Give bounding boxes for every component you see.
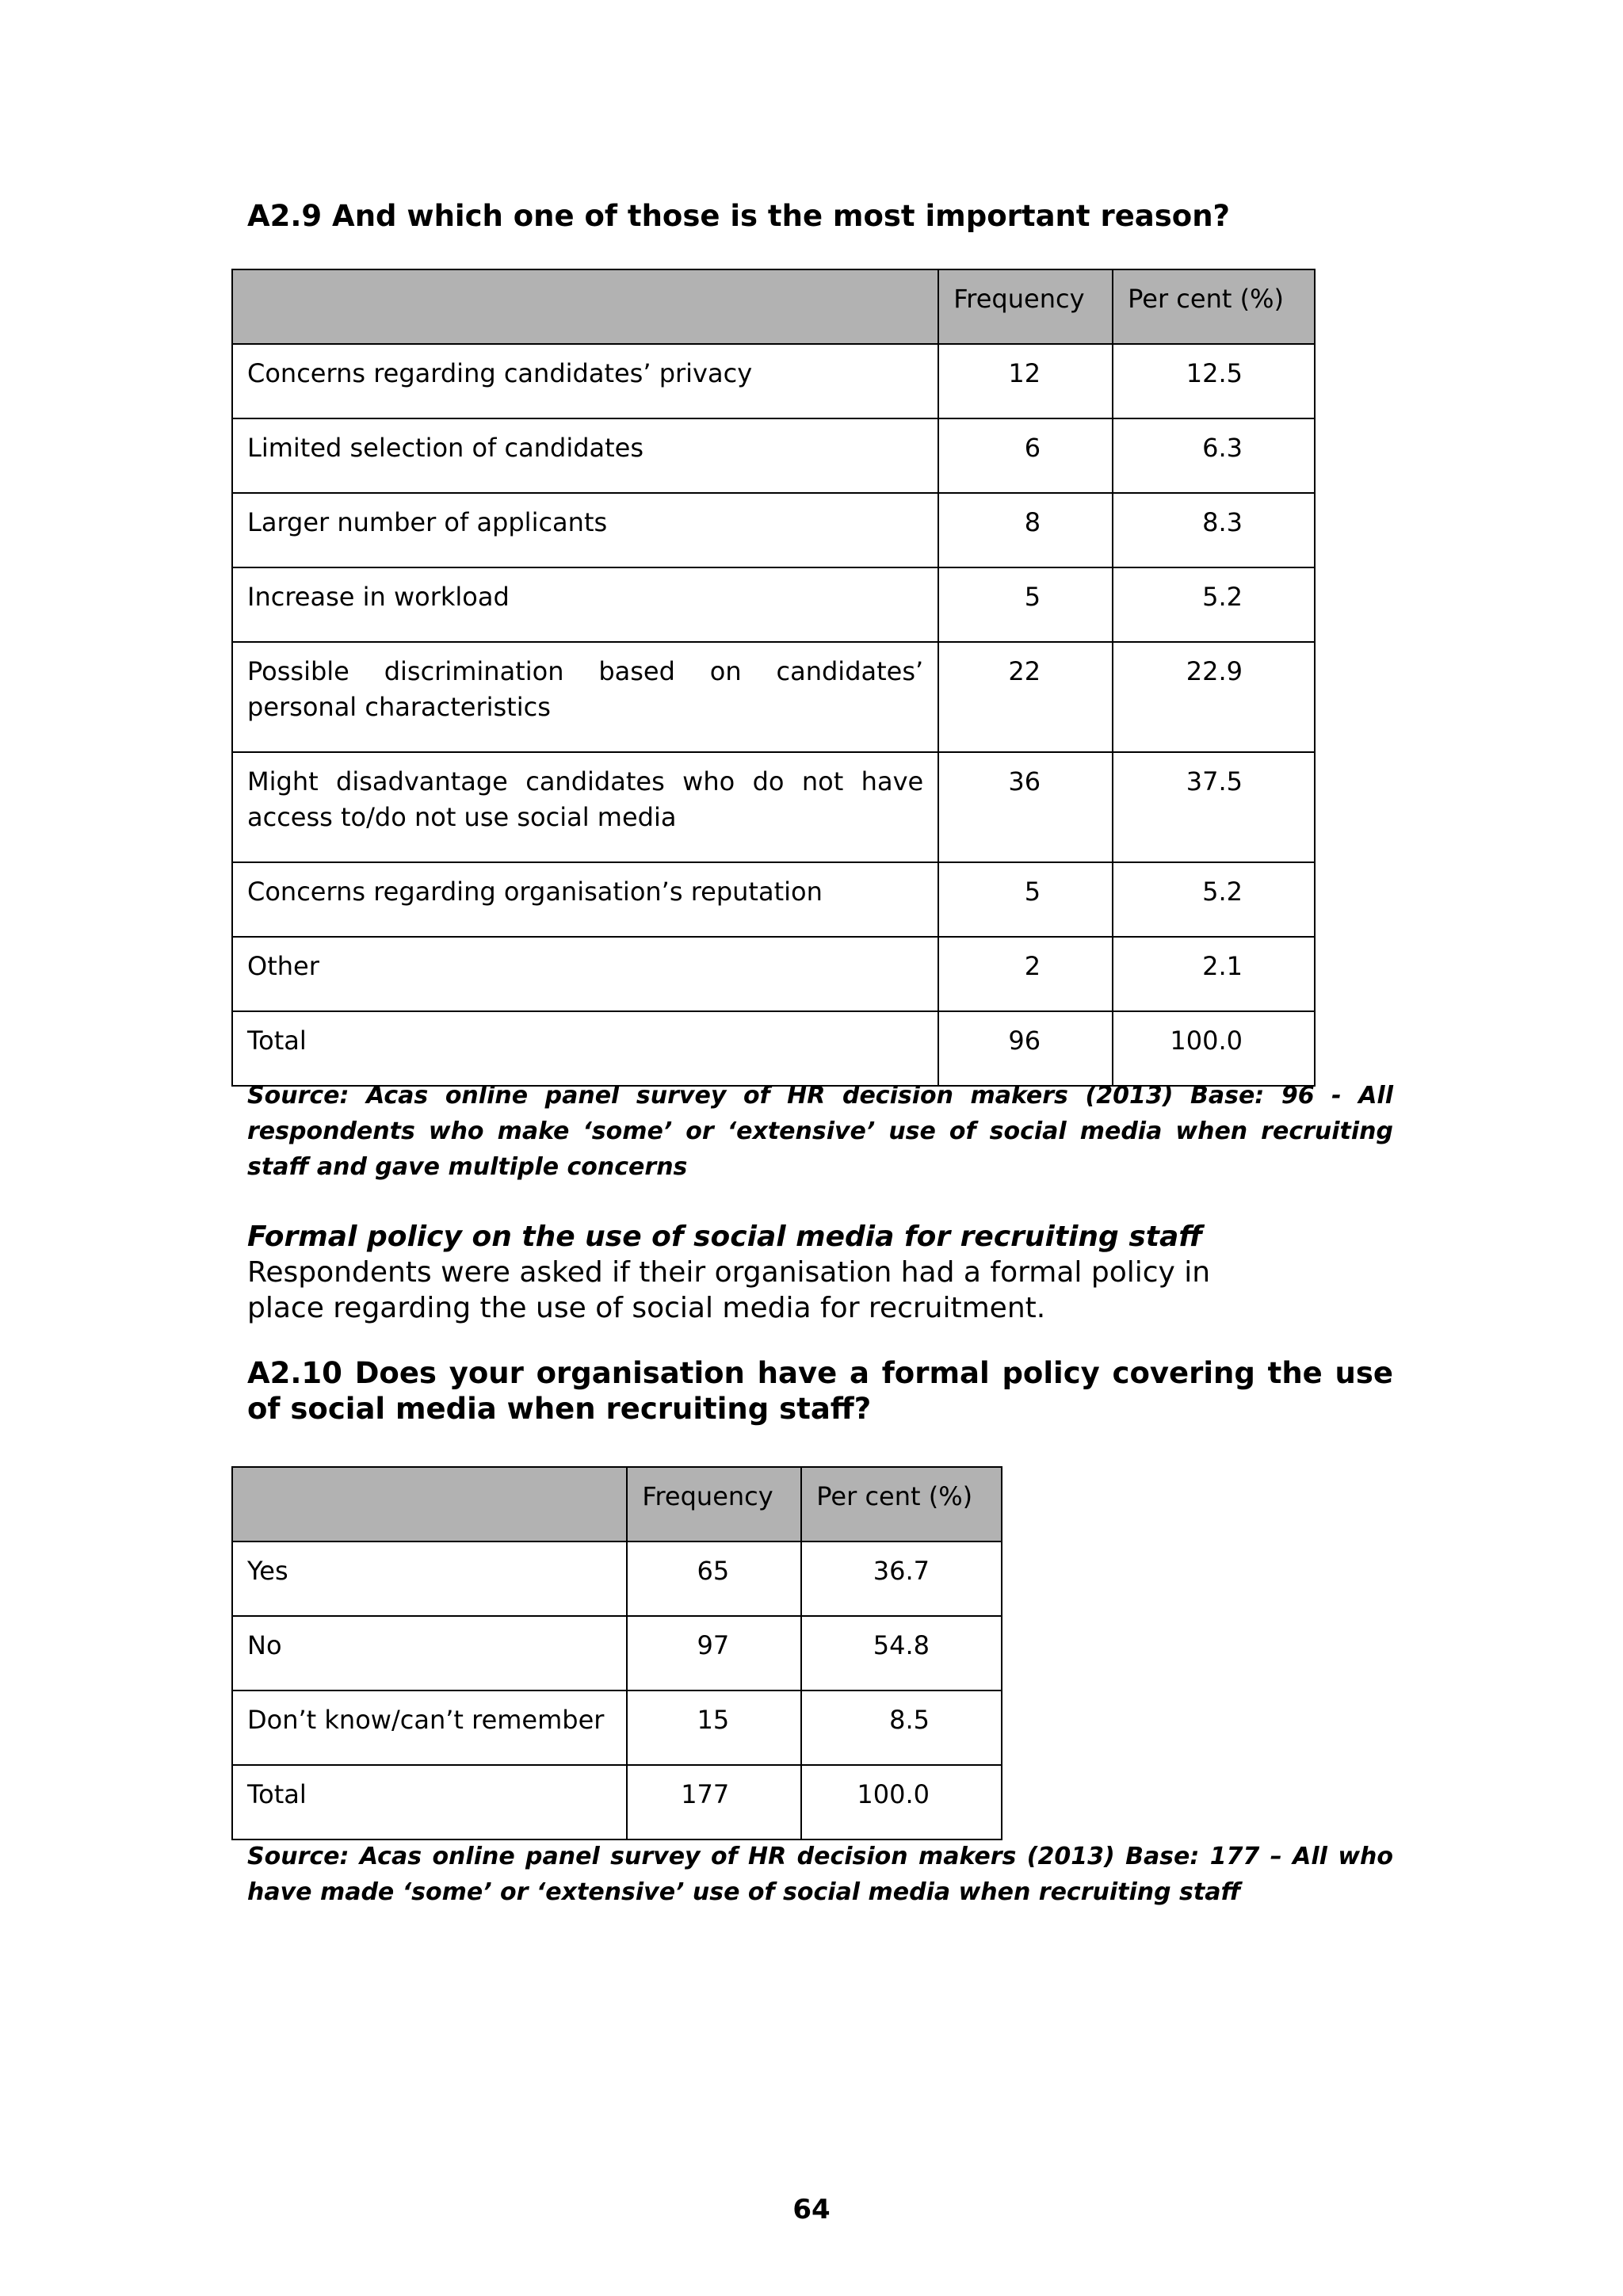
table-row [232, 1616, 1002, 1690]
row-frequency: 2 [938, 937, 1113, 1011]
table-row [232, 493, 1315, 567]
section-heading: Formal policy on the use of social media for recruiting staff [247, 1221, 1203, 1253]
header-blank-cell [232, 1467, 627, 1541]
page-number: 64 [792, 2194, 831, 2225]
table-total-row [232, 1765, 1002, 1839]
row-label: Larger number of applicants [232, 493, 938, 567]
row-frequency: 177 [627, 1765, 801, 1839]
table-total-row [232, 1011, 1315, 1086]
table-row [232, 642, 1315, 752]
row-percent: 54.8 [801, 1616, 1002, 1690]
row-label: Concerns regarding candidates’ privacy [232, 344, 938, 418]
table-row [232, 567, 1315, 642]
header-frequency: Frequency [938, 269, 1113, 344]
row-label: Don’t know/can’t remember [232, 1690, 627, 1765]
table-row [232, 344, 1315, 418]
row-percent: 5.2 [1113, 862, 1315, 937]
row-percent: 8.3 [1113, 493, 1315, 567]
row-frequency: 96 [938, 1011, 1113, 1086]
row-percent: 8.5 [801, 1690, 1002, 1765]
row-label: Other [232, 937, 938, 1011]
row-label: Concerns regarding organisation’s reputation [232, 862, 938, 937]
row-label: No [232, 1616, 627, 1690]
header-percent: Per cent (%) [1113, 269, 1315, 344]
row-frequency: 22 [938, 642, 1113, 752]
section-paragraph: Respondents were asked if their organisation had a formal policy in place regarding the use of social media for recruitment. [247, 1256, 1211, 1324]
row-frequency: 6 [938, 418, 1113, 493]
row-percent: 100.0 [801, 1765, 1002, 1839]
question-a2-10-title: A2.10 Does your organisation have a formal policy covering the use of social media when recruiting staff? [247, 1356, 1393, 1426]
row-label: Total [232, 1011, 938, 1086]
row-frequency: 8 [938, 493, 1113, 567]
row-frequency: 12 [938, 344, 1113, 418]
table-row [232, 1541, 1002, 1616]
row-frequency: 5 [938, 567, 1113, 642]
table-source-note: Source: Acas online panel survey of HR decision makers (2013) Base: 96 - All respondents who make ‘some’ or ‘extensive’ use of social media when recruiting staff and gave multiple concerns [247, 1082, 1393, 1181]
table-row [232, 418, 1315, 493]
header-frequency: Frequency [627, 1467, 801, 1541]
row-percent: 22.9 [1113, 642, 1315, 752]
header-percent: Per cent (%) [801, 1467, 1002, 1541]
row-percent: 12.5 [1113, 344, 1315, 418]
row-percent: 37.5 [1113, 752, 1315, 862]
row-percent: 100.0 [1113, 1011, 1315, 1086]
row-label: Yes [232, 1541, 627, 1616]
row-label: Limited selection of candidates [232, 418, 938, 493]
row-label: Might disadvantage candidates who do not have access to/do not use social media [232, 752, 938, 862]
question-a2-9-title: A2.9 And which one of those is the most important reason? [247, 199, 1231, 233]
table-source-note: Source: Acas online panel survey of HR decision makers (2013) Base: 177 – All who have made ‘some’ or ‘extensive’ use of social media when recruiting staff [247, 1843, 1393, 1906]
row-frequency: 5 [938, 862, 1113, 937]
row-frequency: 97 [627, 1616, 801, 1690]
table-row [232, 1690, 1002, 1765]
row-frequency: 15 [627, 1690, 801, 1765]
row-label: Total [232, 1765, 627, 1839]
table-header-row [232, 269, 1315, 344]
table-header-row [232, 1467, 1002, 1541]
row-percent: 2.1 [1113, 937, 1315, 1011]
row-percent: 36.7 [801, 1541, 1002, 1616]
row-label: Increase in workload [232, 567, 938, 642]
table-row [232, 937, 1315, 1011]
row-percent: 6.3 [1113, 418, 1315, 493]
reasons-table [231, 269, 1316, 1087]
row-label: Possible discrimination based on candidates’ personal characteristics [232, 642, 938, 752]
table-row [232, 752, 1315, 862]
row-frequency: 36 [938, 752, 1113, 862]
row-frequency: 65 [627, 1541, 801, 1616]
table-row [232, 862, 1315, 937]
formal-policy-table [231, 1466, 1002, 1840]
header-blank-cell [232, 269, 938, 344]
row-percent: 5.2 [1113, 567, 1315, 642]
